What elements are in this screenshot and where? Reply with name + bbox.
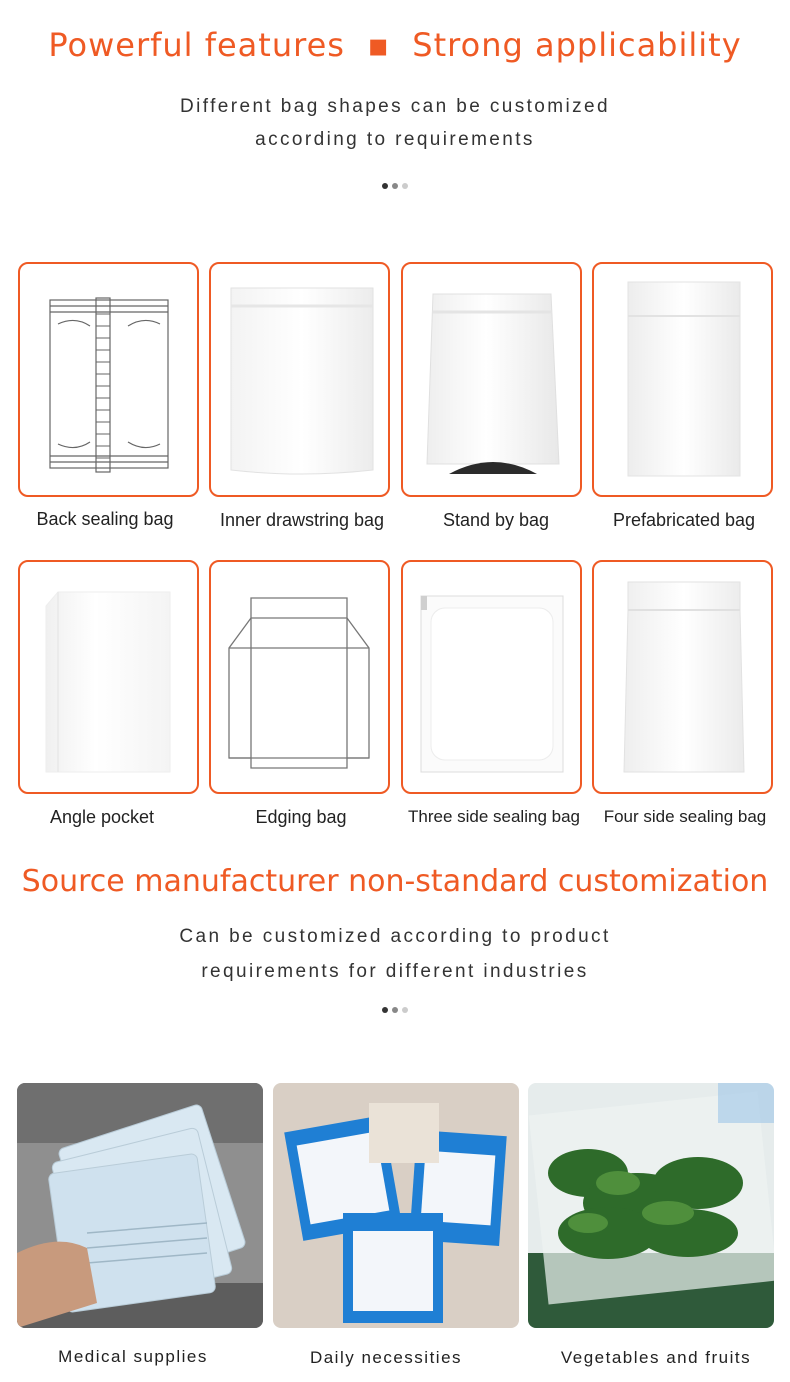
industry-label: Medical supplies (58, 1347, 208, 1366)
carousel-dot-active[interactable] (382, 183, 388, 189)
section-subtitle-line1: Different bag shapes can be customized (180, 96, 610, 117)
angle-pocket-icon (20, 562, 197, 792)
daily-necessities-image-icon (273, 1083, 519, 1328)
medical-masks-image-icon (17, 1083, 263, 1328)
back-sealing-bag-icon (20, 264, 197, 495)
industry-label: Vegetables and fruits (560, 1348, 752, 1367)
prefabricated-bag-icon (594, 264, 771, 495)
section-subtitle-line2: requirements for different industries (201, 961, 589, 982)
bag-card-three-side-sealing[interactable] (401, 560, 582, 794)
industry-photo-vegetables[interactable] (528, 1083, 774, 1328)
bag-card-prefabricated[interactable] (592, 262, 773, 497)
bag-label: Edging bag (255, 807, 347, 827)
inner-drawstring-bag-icon (211, 264, 388, 495)
carousel-dots (0, 183, 790, 189)
section-title-features: Powerful features ▪ Strong applicability (48, 26, 742, 64)
industry-label: Daily necessities (309, 1348, 463, 1367)
bag-label: Inner drawstring bag (219, 510, 385, 530)
bag-card-edging[interactable] (209, 560, 390, 794)
section-subtitle-line2: according to requirements (255, 129, 535, 150)
bag-label: Three side sealing bag (407, 807, 580, 826)
industry-photo-daily[interactable] (273, 1083, 519, 1328)
industry-photo-medical[interactable] (17, 1083, 263, 1328)
stand-by-bag-icon (403, 264, 580, 495)
carousel-dot[interactable] (402, 183, 408, 189)
carousel-dot[interactable] (392, 183, 398, 189)
carousel-dot[interactable] (392, 1007, 398, 1013)
bag-label: Four side sealing bag (603, 807, 767, 826)
vegetables-image-icon (528, 1083, 774, 1328)
carousel-dots (0, 1007, 790, 1013)
bag-label: Stand by bag (442, 510, 550, 530)
bag-label: Back sealing bag (36, 509, 174, 529)
carousel-dot[interactable] (402, 1007, 408, 1013)
bag-label: Prefabricated bag (612, 510, 756, 530)
section-subtitle-line1: Can be customized according to product (179, 926, 611, 947)
bag-card-back-sealing[interactable] (18, 262, 199, 497)
bag-card-angle-pocket[interactable] (18, 560, 199, 794)
bag-card-inner-drawstring[interactable] (209, 262, 390, 497)
bag-label: Angle pocket (49, 807, 155, 827)
edging-bag-icon (211, 562, 388, 792)
section-title-customization: Source manufacturer non-standard customization (21, 864, 769, 899)
carousel-dot-active[interactable] (382, 1007, 388, 1013)
bag-card-stand-by[interactable] (401, 262, 582, 497)
four-side-sealing-bag-icon (594, 562, 771, 792)
bag-card-four-side-sealing[interactable] (592, 560, 773, 794)
three-side-sealing-bag-icon (403, 562, 580, 792)
